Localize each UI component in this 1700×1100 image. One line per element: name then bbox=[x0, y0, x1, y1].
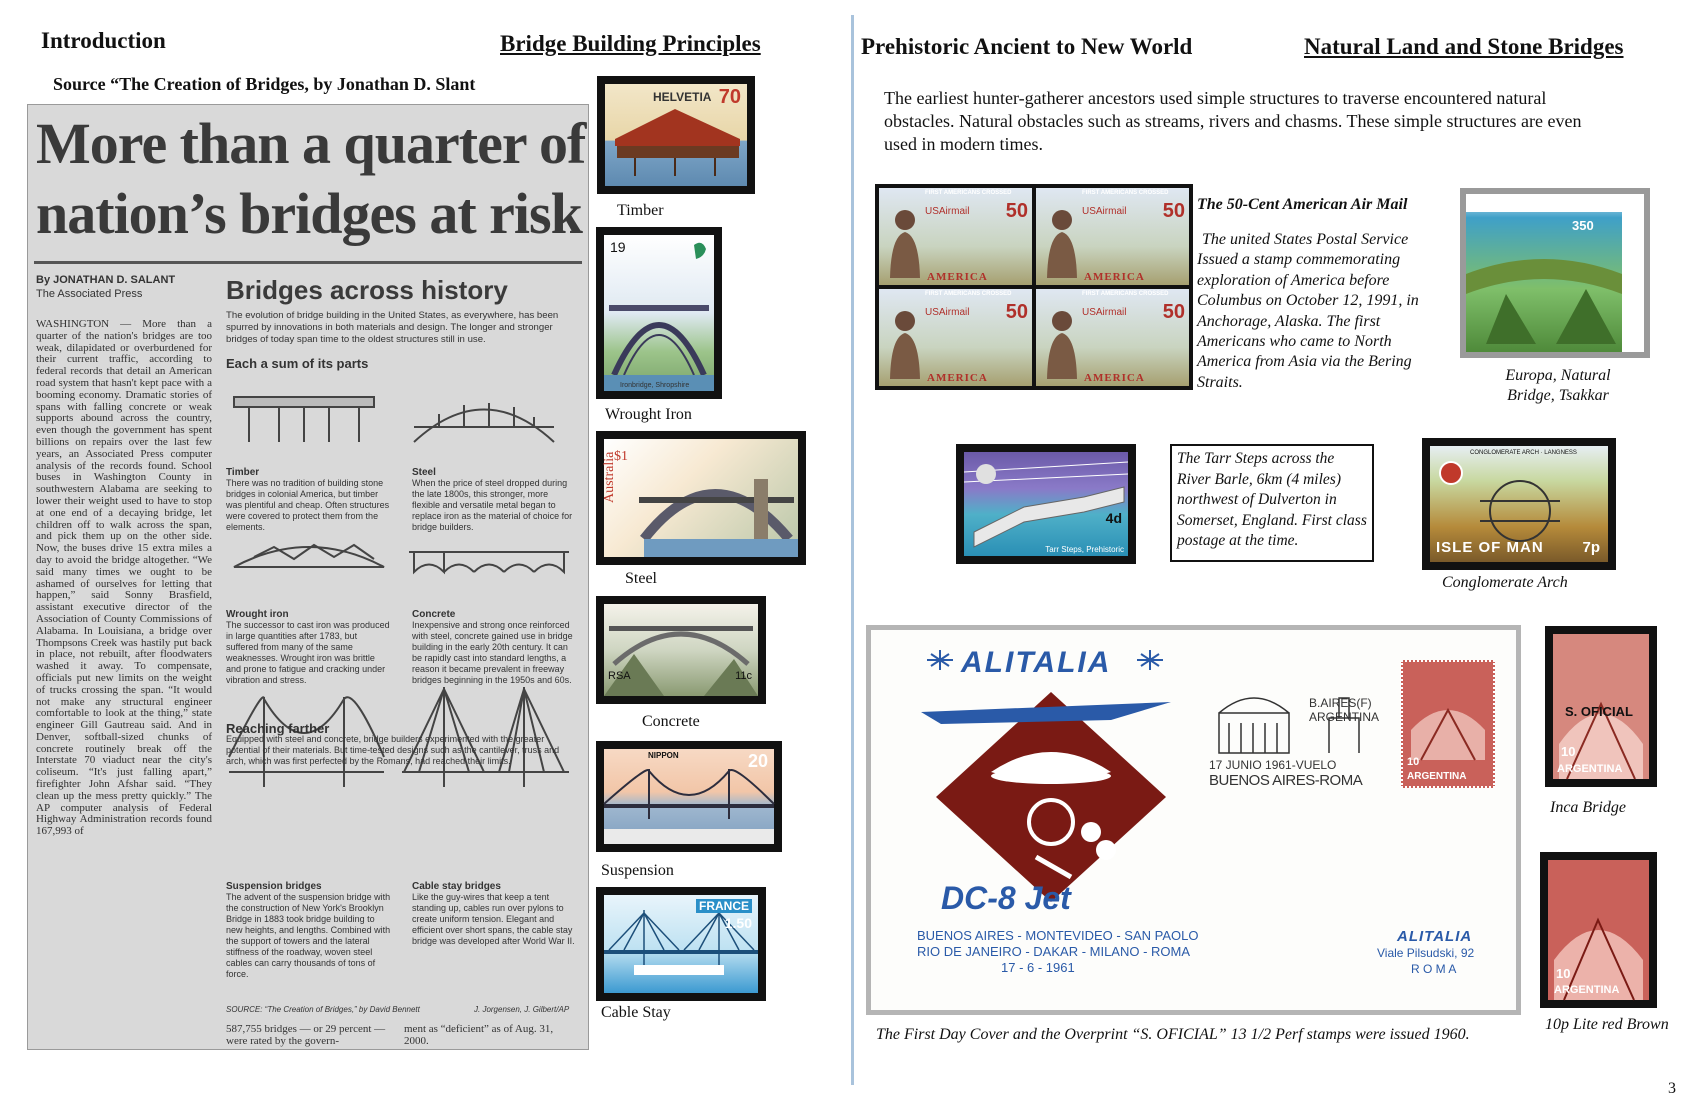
postmark-line-1: B.AIRES(F) bbox=[1309, 696, 1372, 710]
wrought-iron-text: The successor to cast iron was produced in large quantities after 1783, but suffered from many of the same weaknesses. Wrought iron was brittle and prone to fatigue and cracking under vibration and stress. bbox=[226, 620, 390, 685]
arch-caption: Conglomerate Arch bbox=[1442, 574, 1568, 591]
cover-address-3: R O M A bbox=[1411, 962, 1457, 976]
article-trailer-2: ment as “deficient” as of Aug. 31, 2000. bbox=[404, 1023, 554, 1047]
airmail-country: AMERICA bbox=[1084, 372, 1145, 384]
inca-overprint: S. OFICIAL bbox=[1565, 704, 1633, 719]
isle-of-man-crest-icon bbox=[1438, 460, 1464, 486]
stamp-conglomerate-arch bbox=[1422, 438, 1616, 570]
airmail-value: 50 bbox=[1005, 200, 1028, 222]
headline-line-1: More than a quarter of bbox=[36, 111, 586, 176]
tarr-steps-art bbox=[964, 452, 1128, 556]
sidebar-title: Bridges across history bbox=[226, 275, 508, 305]
timber-diagram bbox=[234, 397, 374, 407]
cover-route-3: 17 - 6 - 1961 bbox=[1001, 960, 1075, 975]
concrete-arch-art bbox=[604, 604, 758, 696]
postmark-icon bbox=[1470, 476, 1570, 546]
airmail-top-text: FIRST AMERICANS CROSSED bbox=[925, 190, 1012, 196]
caption-steel: Steel bbox=[625, 570, 657, 587]
cover-argentina-stamp bbox=[1401, 660, 1495, 788]
cover-airline: ALITALIA bbox=[961, 646, 1112, 679]
airmail-label: USAirmail bbox=[925, 206, 970, 217]
suspension-text: The advent of the suspension bridge with the construction of New York's Brooklyn Bridge in 1883 took bridge building to new heights, and lengths. Combined with the support of towers and the lateral stiffness of the roadway, woven steel cables can carry thousands of tons of force. bbox=[226, 892, 391, 979]
airmail-top-text: FIRST AMERICANS CROSSED bbox=[1082, 190, 1169, 196]
intro-paragraph: The earliest hunter-gatherer ancestors used simple structures to traverse encountered natural obstacles. Natural obstacles such as streams, rivers and chasms. These simple structures are even used in modern times. bbox=[884, 88, 1582, 154]
airmail-label: USAirmail bbox=[1082, 206, 1127, 217]
concrete-text: Inexpensive and strong once reinforced with steel, concrete gained use in bridge building in the early 20th century. It can be rapidly cast into standard lengths, a reason it became prevalent in freeway bridges beginning in the 1950s and 60s. bbox=[412, 620, 573, 685]
europa-value: 350 bbox=[1572, 218, 1594, 233]
cable-stay-title: Cable stay bridges bbox=[412, 881, 501, 892]
suspension-cell bbox=[226, 881, 391, 980]
stamp-suspension bbox=[596, 741, 782, 852]
byline-author: By JONATHAN D. SALANT bbox=[36, 274, 176, 286]
concrete-title: Concrete bbox=[412, 609, 456, 620]
airmail-label: USAirmail bbox=[925, 307, 970, 318]
arch-stamp-country: ISLE OF MAN bbox=[1436, 539, 1544, 556]
cover-logo-art bbox=[911, 672, 1191, 912]
airmail-top-text: FIRST AMERICANS CROSSED bbox=[1082, 291, 1169, 297]
principles-heading: Bridge Building Principles bbox=[500, 31, 761, 56]
stamp-timber-value: 70 bbox=[718, 86, 741, 108]
arch-stamp-value: 7p bbox=[1582, 539, 1600, 556]
stamp-lite-red-brown bbox=[1540, 852, 1657, 1008]
source-line: Source “The Creation of Bridges, by Jonathan D. Slant bbox=[53, 74, 476, 94]
cover-caption: The First Day Cover and the Overprint “S. OFICIAL” 13 1/2 Perf stamps were issued 1960. bbox=[876, 1026, 1470, 1043]
suspension-title: Suspension bridges bbox=[226, 881, 322, 892]
airmail-stamp bbox=[1036, 289, 1189, 386]
lite-stamp-country: ARGENTINA bbox=[1554, 984, 1620, 996]
timber-title: Timber bbox=[226, 467, 260, 478]
steel-cell bbox=[412, 467, 577, 533]
airmail-value: 50 bbox=[1162, 301, 1185, 323]
stamp-cable-stay bbox=[596, 887, 766, 1001]
reaching-text: Equipped with steel and concrete, bridge builders experimented with the greater potential of their materials. But time-tested designs such as the cantilever, truss and arch, which was first perfected by the Romans, had reached their limits. bbox=[226, 734, 560, 766]
byline-agency: The Associated Press bbox=[36, 288, 143, 300]
postmark-line-4: BUENOS AIRES-ROMA bbox=[1209, 772, 1363, 789]
reaching-title: Reaching farther bbox=[226, 721, 330, 736]
airmail-country: AMERICA bbox=[927, 372, 988, 384]
reaching-cell bbox=[226, 723, 576, 767]
airmail-stamp bbox=[879, 188, 1032, 285]
cover-route-1: BUENOS AIRES - MONTEVIDEO - SAN PAOLO bbox=[917, 928, 1199, 943]
airmail-text: The united States Postal Service Issued a stamp commemorating exploration of America before Columbus on October 12, 1991, in Anchorage, Alaska. The first Americans who came to North America from Asia via the Bering Straits. bbox=[1197, 231, 1419, 391]
inca-stamp-country: ARGENTINA bbox=[1557, 763, 1623, 775]
alitalia-arrow-icon bbox=[925, 648, 955, 672]
cover-jet: DC-8 Jet bbox=[941, 880, 1071, 916]
caption-suspension: Suspension bbox=[601, 862, 674, 879]
arch-stamp-top: CONGLOMERATE ARCH · LANGNESS bbox=[1470, 450, 1577, 456]
sidebar-intro: The evolution of bridge building in the United States, as everywhere, has been spurred by innovations in both materials and design. The longer and stronger bridges of today span time to the oldest structures still in use. bbox=[226, 310, 559, 345]
stamp-concrete-value: 11c bbox=[735, 670, 752, 682]
stamp-steel-country: Australia bbox=[602, 451, 617, 503]
concrete-diagram bbox=[409, 552, 569, 572]
stamp-steel-value: $1 bbox=[614, 449, 628, 464]
tarr-stamp-label: Tarr Steps, Prehistoric bbox=[1045, 545, 1124, 554]
stamp-concrete-country: RSA bbox=[608, 670, 631, 682]
europa-caption: Europa, Natural Bridge, Tsakkar bbox=[1505, 367, 1611, 404]
airmail-title: The 50-Cent American Air Mail bbox=[1197, 196, 1408, 213]
caption-concrete: Concrete bbox=[642, 713, 700, 730]
clipping-headline bbox=[36, 113, 585, 245]
stamp-steel bbox=[596, 431, 806, 565]
headline-rule bbox=[34, 261, 582, 264]
inca-bridge-art bbox=[1411, 670, 1485, 760]
article-trailer-1: 587,755 bridges — or 29 percent — were rated by the govern- bbox=[226, 1023, 386, 1047]
lite-stamp-value: 10 bbox=[1556, 966, 1571, 981]
cable-stay-text: Like the guy-wires that keep a tent standing up, cables run over pylons to create uniform tension. Elegant and efficient over short spans, the cable stay bridge was developed after World War II. bbox=[412, 892, 575, 946]
steel-title: Steel bbox=[412, 467, 436, 478]
steel-text: When the price of steel dropped during the late 1800s, this stronger, more flexible and versatile metal began to replace iron as the material of choice for bridge builders. bbox=[412, 478, 573, 532]
airmail-country: AMERICA bbox=[927, 271, 988, 283]
europa-top-margin bbox=[1466, 194, 1644, 212]
concrete-cell bbox=[412, 609, 577, 686]
stamp-timber-country: HELVETIA bbox=[653, 90, 712, 104]
stamp-cable-stay-country: FRANCE bbox=[696, 899, 752, 913]
cable-stay-cell bbox=[412, 881, 577, 947]
byline bbox=[36, 273, 175, 301]
wrought-iron-title: Wrought iron bbox=[226, 609, 289, 620]
airmail-value: 50 bbox=[1162, 200, 1185, 222]
hunter-figure-icon bbox=[885, 206, 925, 278]
airmail-label: USAirmail bbox=[1082, 307, 1127, 318]
stamp-tarr-steps bbox=[956, 444, 1136, 564]
stamp-cable-stay-value: 1.50 bbox=[724, 915, 752, 931]
postmark-line-3: 17 JUNIO 1961-VUELO bbox=[1209, 758, 1337, 772]
steel-arch-art bbox=[604, 439, 798, 557]
caption-wrought-iron: Wrought Iron bbox=[605, 406, 692, 423]
stamp-wrought-iron-value: 19 bbox=[610, 239, 626, 255]
stamp-europa bbox=[1460, 188, 1650, 358]
history-sidebar bbox=[226, 275, 576, 371]
lite-caption: 10p Lite red Brown bbox=[1545, 1016, 1669, 1033]
hunter-figure-icon bbox=[1042, 206, 1082, 278]
caption-cable-stay: Cable Stay bbox=[601, 1004, 671, 1021]
stamp-inca-bridge bbox=[1545, 626, 1657, 787]
wrought-iron-cell bbox=[226, 609, 391, 686]
tarr-stamp-value: 4d bbox=[1105, 510, 1122, 526]
europa-art bbox=[1466, 194, 1644, 352]
newspaper-clipping bbox=[27, 104, 589, 1050]
cover-address-2: Viale Pilsudski, 92 bbox=[1377, 946, 1475, 960]
stamp-suspension-country: NIPPON bbox=[648, 751, 679, 760]
airmail-stamp bbox=[879, 289, 1032, 386]
page-number: 3 bbox=[1668, 1080, 1676, 1097]
stamp-timber bbox=[597, 76, 755, 194]
headline-line-2: nation’s bridges at risk bbox=[36, 181, 582, 246]
page-divider bbox=[851, 15, 854, 1085]
first-day-cover bbox=[866, 625, 1521, 1015]
cover-envelope bbox=[871, 630, 1516, 1010]
airmail-stamp bbox=[1036, 188, 1189, 285]
natural-bridge-art bbox=[1466, 234, 1622, 344]
stamp-wrought-iron bbox=[596, 227, 722, 399]
hunter-figure-icon bbox=[885, 307, 925, 379]
timber-cell bbox=[226, 467, 391, 533]
inca-stamp-value: 10 bbox=[1561, 744, 1576, 759]
cover-route-2: RIO DE JANEIRO - DAKAR - MILANO - ROMA bbox=[917, 944, 1191, 959]
cover-stamp-value: 10 bbox=[1407, 756, 1420, 768]
europa-side-margin bbox=[1622, 194, 1644, 352]
stamp-wrought-iron-label: Ironbridge, Shropshire bbox=[620, 382, 690, 389]
cover-address-1: ALITALIA bbox=[1397, 928, 1473, 945]
intro-heading: Introduction bbox=[41, 28, 166, 53]
alitalia-arrow-icon bbox=[1135, 648, 1165, 672]
stamp-concrete bbox=[596, 596, 766, 704]
airmail-value: 50 bbox=[1005, 301, 1028, 323]
parts-title: Each a sum of its parts bbox=[226, 356, 369, 371]
hunter-figure-icon bbox=[1042, 307, 1082, 379]
article-column: WASHINGTON — More than a quarter of the nation's bridges are too weak, dilapidated or overburdened for their current traffic, according to federal records that detail an American road system that hasn't kept pace with a booming economy. Dramatic stories of spans with falling concrete or weak supports abound across the country, even though the government has spent billions on repairs over the last few years, an Associated Press computer analysis of the records found. School buses in Washington County in southwestern Alabama are seeking to lower their weight used to have to stop at one end of a decaying bridge, let children off to walk across the span, and pick them up on the other side. Now, the buses drive 15 extra miles a day to avoid the bridge altogether. “We said many times we ought to be ashamed of ourselves for letting that happen,” said Sonny Brasfield, assistant executive director of the Association of County Commissions of Alabama. In Louisiana, a bridge over Thompsons Creek was hastily put back in place, not rebuilt, after floodwaters washed it away. To compensate, officials put new limits on the weight of trucks crossing the span. “It would not make any structural engineer comfortable to look at the thing,” state engineer Gill Gautreau said. And in Denver, softball-sized chunks of concrete routinely break off the Interstate 70 viaduct near the city's coliseum. “It's just falling apart,” firefighter John Afshar said. “They clean up the mess pretty quickly.” The AP computer analysis of Federal Highway Administration records found 167,993 of bbox=[36, 318, 212, 838]
timber-text: There was no tradition of building stone bridges in colonial America, but timber was plentiful and cheap. Often structures were covered to protect them from the elements. bbox=[226, 478, 390, 532]
airmail-country: AMERICA bbox=[1084, 271, 1145, 283]
prehistoric-heading: Prehistoric Ancient to New World bbox=[861, 34, 1193, 59]
airmail-top-text: FIRST AMERICANS CROSSED bbox=[925, 291, 1012, 297]
graphic-credit: J. Jorgensen, J. Gilbert/AP bbox=[474, 1005, 570, 1014]
airmail-block bbox=[875, 184, 1193, 390]
source-credit: SOURCE: “The Creation of Bridges,” by David Bennett bbox=[226, 1005, 420, 1014]
postmark-line-2: ARGENTINA bbox=[1309, 710, 1380, 724]
natural-heading: Natural Land and Stone Bridges bbox=[1304, 34, 1624, 59]
caption-timber: Timber bbox=[617, 202, 664, 219]
iron-bridge-art bbox=[604, 235, 714, 391]
inca-caption: Inca Bridge bbox=[1550, 799, 1626, 816]
tarr-text-box: The Tarr Steps across the River Barle, 6km (4 miles) northwest of Dulverton in Somerset, England. First class postage at the time. bbox=[1170, 444, 1374, 562]
cover-stamp-country: ARGENTINA bbox=[1407, 771, 1467, 782]
stamp-suspension-value: 20 bbox=[747, 751, 768, 771]
